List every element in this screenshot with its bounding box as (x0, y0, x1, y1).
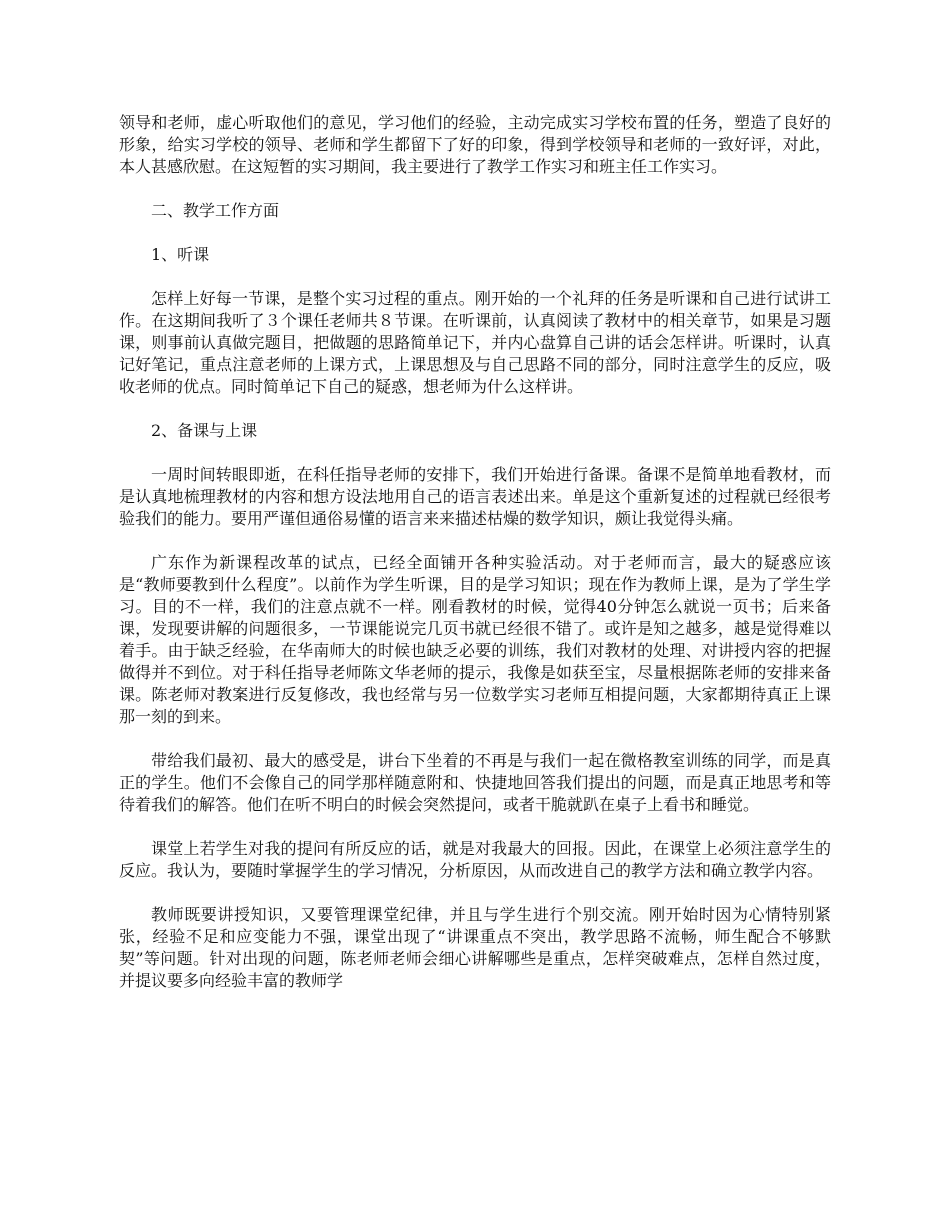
document-page (119, 112, 831, 1014)
paragraph-lesson-prep: 一周时间转眼即逝，在科任指导老师的安排下，我们开始进行备课。备课不是简单地看教材，而是认真地梳理教材的内容和想方设法地用自己的语言表述出来。单是这个重新复述的过程就已经很考验我们的能力。要用严谨但通俗易懂的语言来来描述枯燥的数学知识，颇让我觉得头痛。 (119, 465, 831, 528)
paragraph-curriculum-reform: 广东作为新课程改革的试点，已经全面铺开各种实验活动。对于老师而言，最大的疑惑应该是“教师要教到什么程度”。以前作为学生听课，目的是学习知识；现在作为教师上课，是为了学生学习。目的不一样，我们的注意点就不一样。刚看教材的时候，觉得40分钟怎么就说一页书；后来备课，发现要讲解的问题很多，一节课能说完几页书就已经很不错了。或许是知之越多，越是觉得难以着手。由于缺乏经验，在华南师大的时候也缺乏必要的训练，我们对教材的处理、对讲授内容的把握做得并不到位。对于科任指导老师陈文华老师的提示，我像是如获至宝，尽量根据陈老师的安排来备课。陈老师对教案进行反复修改，我也经常与另一位数学实习老师互相提问题，大家都期待真正上课那一刻的到来。 (119, 553, 831, 726)
subsection-heading-lesson-prep: 2、备课与上课 (151, 421, 258, 440)
section-heading-teaching-work: 二、教学工作方面 (151, 201, 280, 220)
paragraph-first-impression: 带给我们最初、最大的感受是，讲台下坐着的不再是与我们一起在微格教室训练的同学，而是真正的学生。他们不会像自己的同学那样随意附和、快捷地回答我们提出的问题，而是真正地思考和等待着我们的解答。他们在听不明白的时候会突然提问，或者干脆就趴在桌子上看书和睡觉。 (119, 751, 831, 814)
paragraph-classroom-management: 教师既要讲授知识，又要管理课堂纪律，并且与学生进行个别交流。刚开始时因为心情特别紧张，经验不足和应变能力不强，课堂出现了“讲课重点不突出，教学思路不流畅，师生配合不够默契”等问题。针对出现的问题，陈老师老师会细心讲解哪些是重点，怎样突破难点，怎样自然过度，并提议要多向经验丰富的教师学 (119, 905, 831, 990)
subsection-heading-listening: 1、听课 (151, 245, 210, 264)
paragraph-listening: 怎样上好每一节课，是整个实习过程的重点。刚开始的一个礼拜的任务是听课和自己进行试讲工作。在这期间我听了３个课任老师共８节课。在听课前，认真阅读了教材中的相关章节，如果是习题课，则事前认真做完题目，把做题的思路简单记下，并内心盘算自己讲的话会怎样讲。听课时，认真记好笔记，重点注意老师的上课方式，上课思想及与自己思路不同的部分，同时注意学生的反应，吸收老师的优点。同时简单记下自己的疑惑，想老师为什么这样讲。 (119, 289, 831, 396)
paragraph-intro-continued: 领导和老师，虚心听取他们的意见，学习他们的经验，主动完成实习学校布置的任务，塑造了良好的形象，给实习学校的领导、老师和学生都留下了好的印象，得到学校领导和老师的一致好评，对此，本人甚感欣慰。在这短暂的实习期间，我主要进行了教学工作实习和班主任工作实习。 (119, 113, 831, 176)
paragraph-student-response: 课堂上若学生对我的提问有所反应的话，就是对我最大的回报。因此，在课堂上必须注意学生的反应。我认为，要随时掌握学生的学习情况，分析原因，从而改进自己的教学方法和确立教学内容。 (119, 839, 831, 880)
